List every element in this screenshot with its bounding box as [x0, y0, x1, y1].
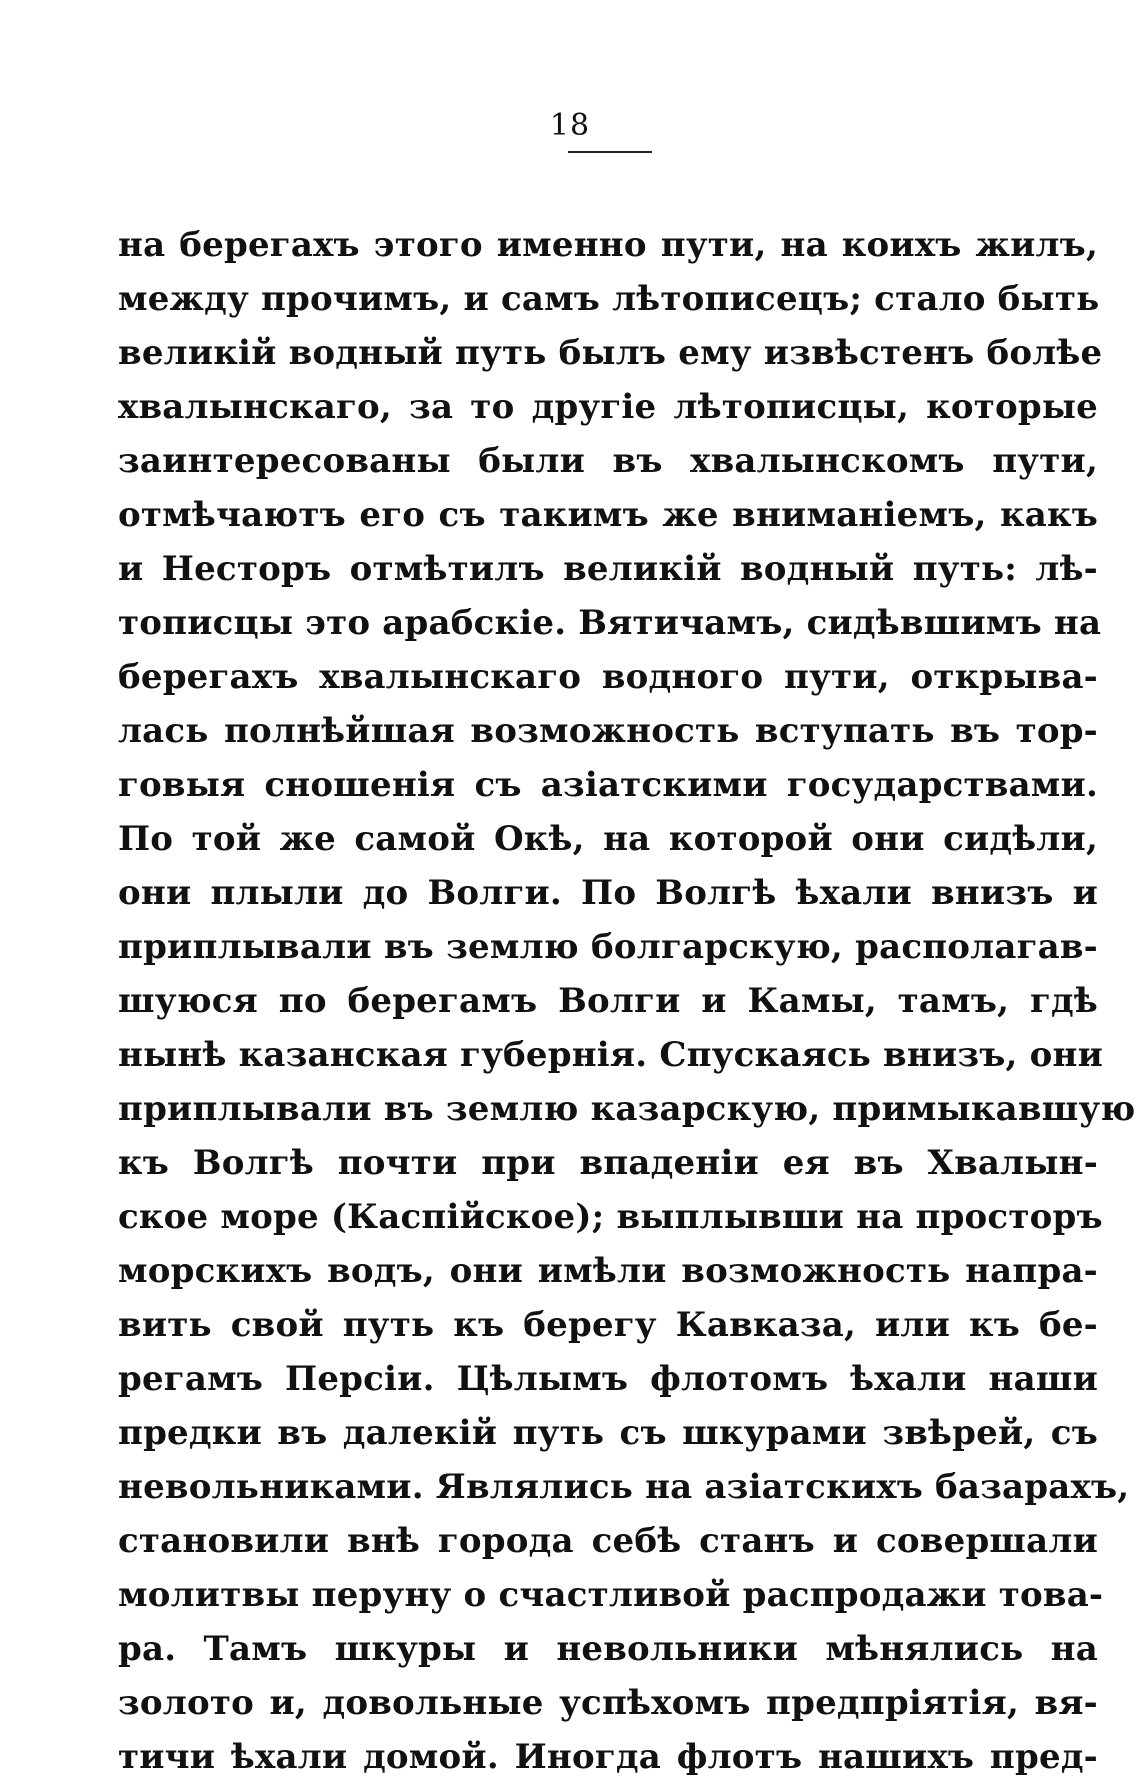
text-line: золото и, довольные успѣхомъ предпріятія, вя-	[118, 1683, 1098, 1723]
text-line: къ Волгѣ почти при впаденіи ея въ Хвалын-	[118, 1143, 1098, 1183]
text-line: хвалынскаго, за то другіе лѣтописцы, которые	[118, 387, 1098, 427]
text-line: на берегахъ этого именно пути, на коихъ жилъ,	[118, 225, 1098, 265]
page-number-container	[0, 108, 1140, 144]
text-line: тичи ѣхали домой. Иногда флотъ нашихъ пред-	[118, 1737, 1098, 1777]
text-line: молитвы перуну о счастливой распродажи това-	[118, 1575, 1104, 1615]
text-line: предки въ далекій путь съ шкурами звѣрей, съ	[118, 1413, 1098, 1453]
text-line: тописцы это арабскіе. Вятичамъ, сидѣвшимъ на	[118, 603, 1102, 643]
body-text	[118, 218, 1136, 1784]
text-line: лась полнѣйшая возможность вступать въ тор-	[118, 711, 1098, 751]
text-line: ра. Тамъ шкуры и невольники мѣнялись на	[118, 1629, 1098, 1669]
text-line: приплывали въ землю казарскую, примыкавшую	[118, 1089, 1136, 1129]
text-line: великій водный путь былъ ему извѣстенъ болѣе	[118, 333, 1103, 373]
text-line: шуюся по берегамъ Волги и Камы, тамъ, гдѣ	[118, 981, 1098, 1021]
text-line: приплывали въ землю болгарскую, располагав-	[118, 927, 1098, 967]
text-line: заинтересованы были въ хвалынскомъ пути,	[118, 441, 1098, 481]
page-number-underline	[568, 151, 652, 153]
page-number: 18	[549, 108, 591, 143]
text-line: становили внѣ города себѣ станъ и совершали	[118, 1521, 1098, 1561]
text-line: берегахъ хвалынскаго водного пути, открыва-	[118, 657, 1098, 697]
text-line: нынѣ казанская губернія. Спускаясь внизъ, они	[118, 1035, 1104, 1075]
text-line: По той же самой Окѣ, на которой они сидѣли,	[118, 819, 1098, 859]
text-line: между прочимъ, и самъ лѣтописецъ; стало быть	[118, 279, 1100, 319]
text-line: морскихъ водъ, они имѣли возможность напра-	[118, 1251, 1098, 1291]
text-line: невольниками. Являлись на азіатскихъ базарахъ,	[118, 1467, 1130, 1507]
text-line: они плыли до Волги. По Волгѣ ѣхали внизъ и	[118, 873, 1098, 913]
text-line: вить свой путь къ берегу Кавказа, или къ бе-	[118, 1305, 1098, 1345]
text-line: говыя сношенія съ азіатскими государствами.	[118, 765, 1098, 805]
text-line: и Несторъ отмѣтилъ великій водный путь: лѣ-	[118, 549, 1098, 589]
text-line: регамъ Персіи. Цѣлымъ флотомъ ѣхали наши	[118, 1359, 1098, 1399]
text-line: ское море (Каспійское); выплывши на просторъ	[118, 1197, 1103, 1237]
text-line: отмѣчаютъ его съ такимъ же вниманіемъ, какъ	[118, 495, 1098, 535]
